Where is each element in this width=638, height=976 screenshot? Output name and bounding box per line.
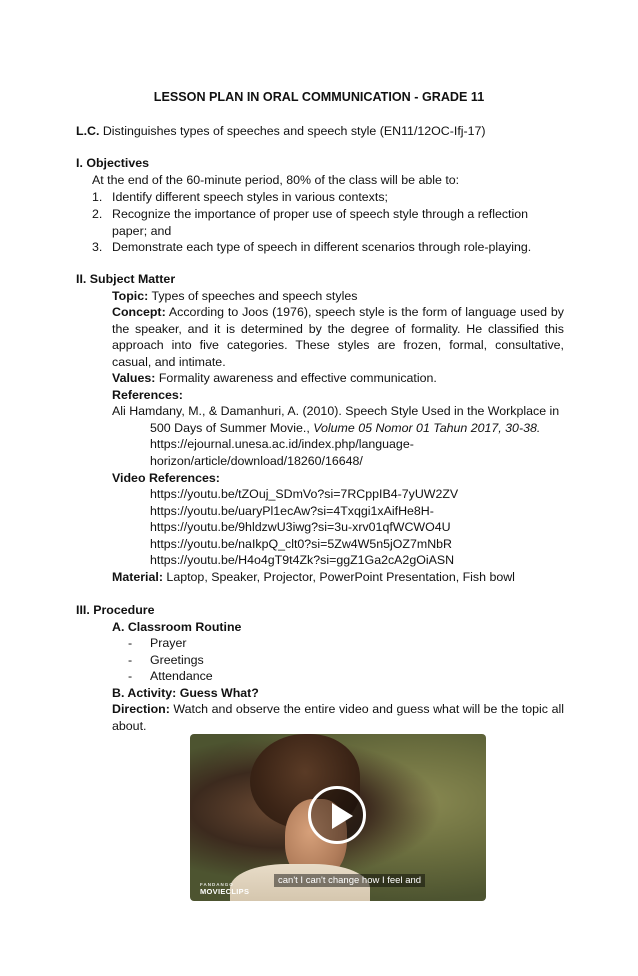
objectives-intro: At the end of the 60-minute period, 80% of the class will be able to: bbox=[92, 173, 460, 187]
video-link[interactable]: https://youtu.be/uaryPl1ecAw?si=4Txqgi1xAifHe8H- bbox=[150, 503, 434, 518]
classroom-routine-heading: A. Classroom Routine bbox=[112, 620, 242, 634]
video-link[interactable]: https://youtu.be/9hldzwU3iwg?si=3u-xrv01qfWCWO4U bbox=[150, 520, 451, 535]
direction: Direction: Watch and observe the entire video and guess what will be the topic all about. bbox=[112, 702, 564, 733]
list-item: - Greetings bbox=[128, 652, 204, 667]
lc-text: Distinguishes types of speeches and speech style (EN11/12OC-Ifj-17) bbox=[102, 124, 486, 138]
video-link[interactable]: https://youtu.be/tZOuj_SDmVo?si=7RCppIB4-7yUW2ZV bbox=[150, 487, 459, 501]
document-title: LESSON PLAN IN ORAL COMMUNICATION - GRADE 11 bbox=[153, 90, 485, 104]
values: Values: Formality awareness and effective communication. bbox=[112, 371, 437, 385]
list-item: 2. Recognize the importance of proper use of speech style through a reflection paper; and bbox=[92, 206, 529, 238]
movieclips-logo: FANDANGO MOVIECLIPS bbox=[200, 882, 250, 896]
references-label: References: bbox=[112, 388, 183, 402]
learning-competency bbox=[76, 123, 486, 139]
subject-matter-heading: II. Subject Matter bbox=[76, 272, 176, 286]
objectives-heading: I. Objectives bbox=[76, 156, 150, 170]
concept: Concept: According to Joos (1976), speech style is the form of language used by the speaker, and it is determined by the degree of formality. He classified this approach into five categories. These styles are frozen, formal, consultative, casual, and intimate. bbox=[112, 305, 564, 369]
video-subtitle: can't I can't change how I feel and bbox=[274, 874, 425, 887]
routine-list bbox=[128, 635, 213, 685]
procedure-heading: III. Procedure bbox=[76, 603, 155, 617]
lc-label: L.C. bbox=[76, 124, 100, 138]
objectives-list bbox=[92, 189, 562, 256]
material: Material: Laptop, Speaker, Projector, PowerPoint Presentation, Fish bowl bbox=[112, 570, 515, 584]
topic: Topic: Types of speeches and speech styles bbox=[112, 289, 358, 303]
list-item: 3. Demonstrate each type of speech in different scenarios through role-playing. bbox=[92, 240, 532, 255]
video-references-list bbox=[150, 486, 458, 569]
video-link[interactable]: https://youtu.be/H4o4gT9t4Zk?si=ggZ1Ga2cA2gOiASN bbox=[150, 553, 455, 568]
reference-entry: Ali Hamdany, M., & Damanhuri, A. (2010). Speech Style Used in the Workplace in 500 Days of Summer Movie., Volume 05 Nomor 01 Tahun 2017, 30-38. https://ejournal.unesa.ac.id/index.php/language- horizon/article/download/18260/16648/ bbox=[112, 404, 560, 468]
list-item: - Attendance bbox=[128, 669, 213, 684]
list-item: 1. Identify different speech styles in various contexts; bbox=[92, 190, 388, 204]
activity-heading: B. Activity: Guess What? bbox=[112, 686, 259, 700]
video-references-label: Video References: bbox=[112, 471, 220, 485]
video-link[interactable]: https://youtu.be/naIkpQ_clt0?si=5Zw4W5n5jOZ7mNbR bbox=[150, 536, 452, 551]
video-thumbnail[interactable] bbox=[190, 734, 486, 901]
play-icon[interactable] bbox=[308, 786, 366, 844]
list-item: - Prayer bbox=[128, 636, 187, 650]
